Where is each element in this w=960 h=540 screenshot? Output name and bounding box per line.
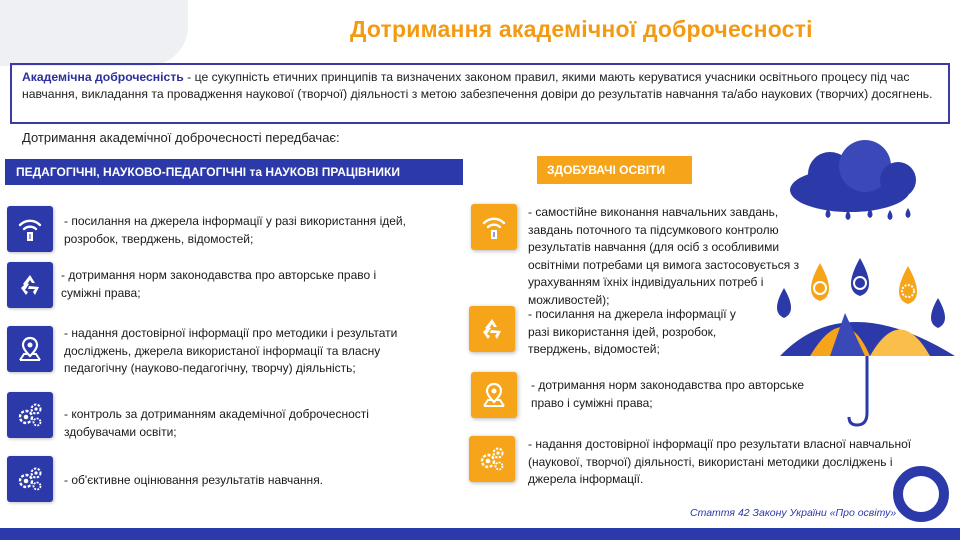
student-item: - дотримання норм законодавства про авторське право і суміжні права; bbox=[531, 378, 805, 410]
student-item: - посилання на джерела інформації у разі використання ідей, розробок, тверджень, відомостей; bbox=[528, 307, 736, 356]
staff-item: - посилання на джерела інформації у разі використання ідей, розробок, тверджень, відомостей; bbox=[64, 214, 406, 246]
wifi-icon bbox=[7, 206, 53, 252]
staff-item: - контроль за дотриманням академічної доброчесності здобувачами освіти; bbox=[64, 407, 369, 439]
corner-decoration bbox=[0, 0, 188, 66]
map-pin-icon bbox=[7, 326, 53, 372]
students-header: ЗДОБУВАЧІ ОСВІТИ bbox=[537, 156, 692, 184]
page-title: Дотримання академічної доброчесності bbox=[350, 16, 813, 42]
ring-decoration bbox=[893, 466, 949, 522]
wifi-icon bbox=[471, 204, 517, 250]
map-pin-icon bbox=[471, 372, 517, 418]
student-item: - надання достовірної інформації про результати власної навчальної (наукової, творчої) діяльності, використані методики досліджень і джерела інформації. bbox=[528, 437, 912, 486]
umbrella-icon bbox=[780, 313, 955, 425]
umbrella-cloud-illustration bbox=[770, 138, 960, 438]
law-reference: Стаття 42 Закону України «Про освіту» bbox=[690, 507, 897, 519]
falling-drops-icon bbox=[777, 258, 945, 328]
staff-item: - дотримання норм законодавства про авторське право і суміжні права; bbox=[61, 268, 377, 300]
definition-text: - це сукупність етичних принципів та визначених законом правил, якими мають керуватися учасники освітнього процесу під час навчання, викладання та провадження наукової (творчої) діяльності з метою забезпечення довіри до результатів навчання та/або наукових (творчих) досягнень. bbox=[22, 70, 933, 101]
gears-icon bbox=[7, 456, 53, 502]
footer-bar bbox=[0, 528, 960, 540]
recycle-icon bbox=[469, 306, 515, 352]
student-item: - самостійне виконання навчальних завдань, завдань поточного та підсумкового контролю результатів навчання (для осіб з особливими освітніми потребами ця вимога застосовується з урахуванням їхніх індивідуальних потреб і можливостей); bbox=[528, 205, 800, 307]
staff-item: - надання достовірної інформації про методики і результати досліджень, джерела використаної інформації та власну педагогічну (науково-педагогічну, творчу) діяльність; bbox=[64, 326, 398, 375]
gears-icon bbox=[469, 436, 515, 482]
intro-text: Дотримання академічної доброчесності передбачає: bbox=[22, 130, 340, 145]
staff-header: ПЕДАГОГІЧНІ, НАУКОВО-ПЕДАГОГІЧНІ та НАУКОВІ ПРАЦІВНИКИ bbox=[5, 159, 463, 185]
recycle-icon bbox=[7, 262, 53, 308]
gears-icon bbox=[7, 392, 53, 438]
cloud-icon bbox=[790, 140, 916, 212]
definition-box bbox=[10, 63, 950, 124]
definition-term: Академічна доброчесність bbox=[22, 70, 184, 84]
staff-item: - об'єктивне оцінювання результатів навчання. bbox=[64, 473, 324, 487]
